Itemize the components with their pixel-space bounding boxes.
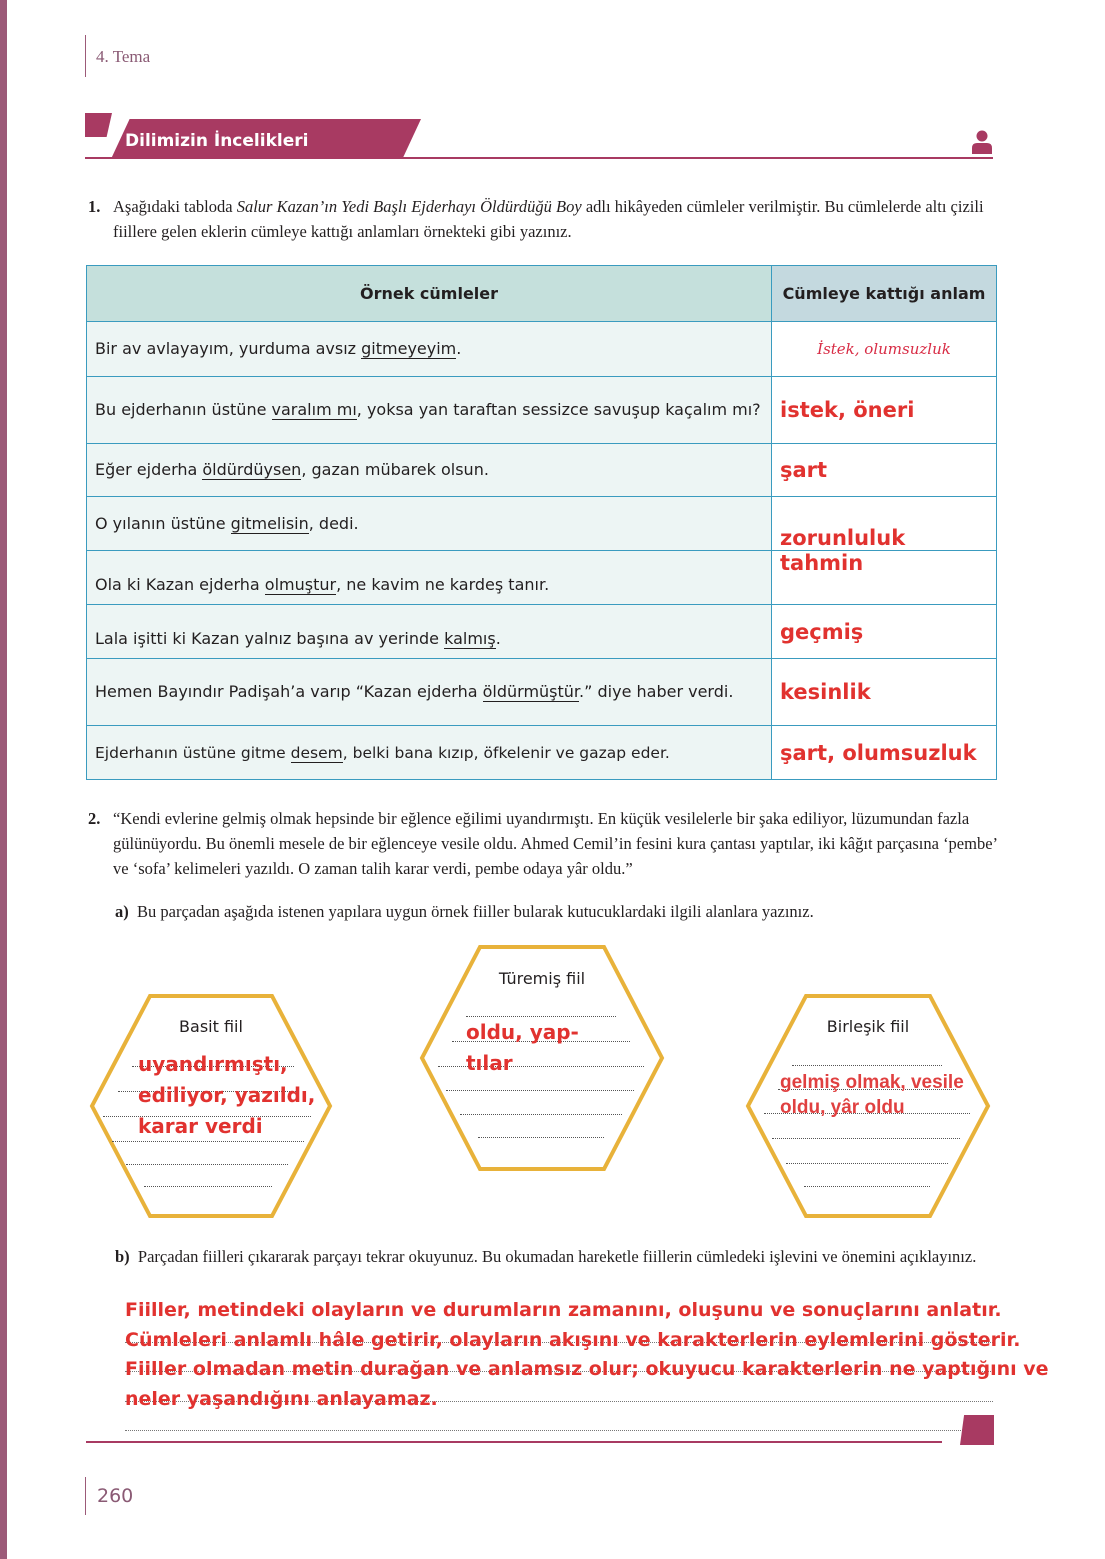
example-answer: İstek, olumsuzluk xyxy=(817,340,951,358)
sentence-cell: Eğer ejderha öldürdüysen, gazan mübarek olsun. xyxy=(87,444,772,497)
underlined-verb: gitmelisin xyxy=(230,513,309,533)
answer-cell[interactable] xyxy=(772,444,997,497)
part-a-text: Bu parçadan aşağıda istenen yapılara uygun örnek fiiller bularak kutucuklardaki ilgili alanlara yazınız. xyxy=(137,902,814,921)
dotted-line xyxy=(126,1164,288,1165)
header-example-sentences: Örnek cümleler xyxy=(87,266,772,322)
footer-accent-tab xyxy=(960,1415,994,1445)
hexagon-birlesik-fiil[interactable] xyxy=(744,993,992,1219)
answer-cell[interactable] xyxy=(772,322,997,377)
table-row xyxy=(87,551,997,605)
handwritten-answer: zorunluluk xyxy=(780,526,906,550)
table-row xyxy=(87,659,997,726)
header-meaning: Cümleye kattığı anlam xyxy=(772,266,997,322)
hexagon-answer: oldu, yap- tılar xyxy=(466,1020,579,1075)
table-row xyxy=(87,497,997,551)
page-number: 260 xyxy=(97,1485,134,1507)
handwritten-answer: şart xyxy=(780,458,828,482)
table-row xyxy=(87,605,997,659)
section-title: Dilimizin İncelikleri xyxy=(125,131,309,151)
underlined-verb: öldürdüysen xyxy=(202,460,302,479)
sentence-cell: Bu ejderhanın üstüne varalım mı, yoksa yan taraftan sessizce savuşup kaçalım mı? xyxy=(87,377,772,444)
question-1 xyxy=(88,194,998,244)
answer-cell[interactable] xyxy=(772,551,997,605)
answer-cell[interactable] xyxy=(772,377,997,444)
answer-line: Cümleleri anlamlı hâle getirir, olayların akışını ve karakterlerin eylemlerini gösterir. xyxy=(125,1328,1021,1351)
hexagon-basit-fiil[interactable] xyxy=(88,993,334,1219)
dotted-line xyxy=(804,1186,930,1187)
answer-line: Fiiller, metindeki olayların ve durumların zamanını, oluşunu ve sonuçlarını anlatır. xyxy=(125,1299,1002,1321)
handwritten-answer: istek, öneri xyxy=(780,398,915,422)
sentence-cell: Ejderhanın üstüne gitme desem, belki bana kızıp, öfkelenir ve gazap eder. xyxy=(87,726,772,780)
passage-text: “Kendi evlerine gelmiş olmak hepsinde bir eğlence eğilimi uyandırmıştı. En küçük vesilelerle bir şaka ediliyor, lüzumundan fazla gülünüyordu. Bu önemli mesele de bir eğlenceye vesile oldu. Ahmed Cemil’in fesini kura çantası yaptılar, iki kâğıt parçasına ‘pembe’ ve ‘sofa’ kelimeleri yazıldı. O zaman talih karar verdi, pembe odaya yâr oldu.” xyxy=(113,809,997,878)
story-title: Salur Kazan’ın Yedi Başlı Ejderhayı Öldürdüğü Boy xyxy=(236,197,582,216)
question-number: 2. xyxy=(88,809,101,828)
underlined-verb: olmuştur xyxy=(264,575,337,594)
question-number: 1. xyxy=(88,197,101,216)
hexagon-title: Birleşik fiil xyxy=(826,1017,910,1036)
sentence-cell: Hemen Bayındır Padişah’a varıp “Kazan ejderha öldürmüştür.” diye haber verdi. xyxy=(87,659,772,726)
dotted-line xyxy=(460,1114,622,1115)
sentence-cell: Bir av avlayayım, yurduma avsız gitmeyeyim. xyxy=(87,322,772,377)
prompt-text: Aşağıdaki tabloda xyxy=(113,197,237,216)
underlined-verb: desem xyxy=(290,743,343,762)
answer-line: neler yaşandığını anlayamaz. xyxy=(125,1387,438,1410)
part-b-answer xyxy=(125,1296,1055,1414)
part-a-prompt xyxy=(115,902,814,922)
answer-cell[interactable] xyxy=(772,497,997,551)
underlined-verb: gitmeyeyim xyxy=(361,339,457,358)
banner-accent-square xyxy=(85,113,112,137)
prompt-text: adlı hikâyeden cümleler verilmiştir. Bu cümlelerde altı çizili fiillere gelen eklerin cümleye kattığı anlamları örnekteki gibi yazınız. xyxy=(113,197,984,241)
header-divider xyxy=(85,35,86,77)
table-row xyxy=(87,444,997,497)
page-number-divider xyxy=(85,1477,86,1515)
dotted-line xyxy=(792,1065,942,1066)
hexagon-answer: gelmiş olmak, vesile oldu, yâr oldu xyxy=(780,1072,964,1118)
hexagon-title: Basit fiil xyxy=(179,1017,243,1036)
hexagon-turemis-fiil[interactable] xyxy=(418,944,666,1172)
answer-cell[interactable] xyxy=(772,605,997,659)
theme-label: 4. Tema xyxy=(96,47,151,66)
table-row xyxy=(87,377,997,444)
person-icon xyxy=(971,130,993,154)
sentence-cell: Lala işitti ki Kazan yalnız başına av yerinde kalmış. xyxy=(87,605,772,659)
part-b-prompt xyxy=(115,1245,995,1269)
table-row xyxy=(87,322,997,377)
section-banner xyxy=(85,113,995,161)
handwritten-answer: geçmiş xyxy=(780,619,864,644)
underlined-verb: öldürmüştür xyxy=(482,682,580,701)
dotted-line xyxy=(446,1090,634,1091)
footer-rule xyxy=(86,1441,942,1443)
hexagon-title: Türemiş fiil xyxy=(498,969,586,988)
dotted-line xyxy=(144,1186,272,1187)
banner-rule xyxy=(85,157,993,159)
dotted-line xyxy=(478,1137,604,1138)
answer-line: Fiiller olmadan metin durağan ve anlamsız olur; okuyucu karakterlerin ne yaptığını ve xyxy=(125,1358,1049,1380)
part-a-label: a) xyxy=(115,902,129,921)
dotted-line xyxy=(786,1163,948,1164)
table-header-row xyxy=(87,266,997,322)
answer-table xyxy=(86,265,997,780)
answer-cell[interactable] xyxy=(772,726,997,780)
handwritten-answer: tahmin xyxy=(780,551,864,575)
page-edge-strip xyxy=(0,0,7,1559)
table-row xyxy=(87,726,997,780)
sentence-cell: O yılanın üstüne gitmelisin, dedi. xyxy=(87,497,772,551)
dotted-line xyxy=(772,1138,960,1139)
question-2 xyxy=(88,806,998,881)
sentence-cell: Ola ki Kazan ejderha olmuştur, ne kavim ne kardeş tanır. xyxy=(87,551,772,605)
answer-cell[interactable] xyxy=(772,659,997,726)
handwritten-answer: şart, olumsuzluk xyxy=(780,740,977,765)
underlined-verb: kalmış xyxy=(444,629,496,648)
part-b-text: Parçadan fiilleri çıkararak parçayı tekrar okuyunuz. Bu okumadan hareketle fiillerin cümledeki işlevini ve önemini açıklayınız. xyxy=(137,1247,977,1266)
question-1-prompt xyxy=(88,194,998,244)
hexagon-answer: uyandırmıştı, ediliyor, yazıldı, karar verdi xyxy=(138,1052,316,1138)
part-b-label: b) xyxy=(115,1247,130,1266)
handwritten-answer: kesinlik xyxy=(780,680,871,704)
underlined-verb: varalım mı xyxy=(271,400,357,419)
